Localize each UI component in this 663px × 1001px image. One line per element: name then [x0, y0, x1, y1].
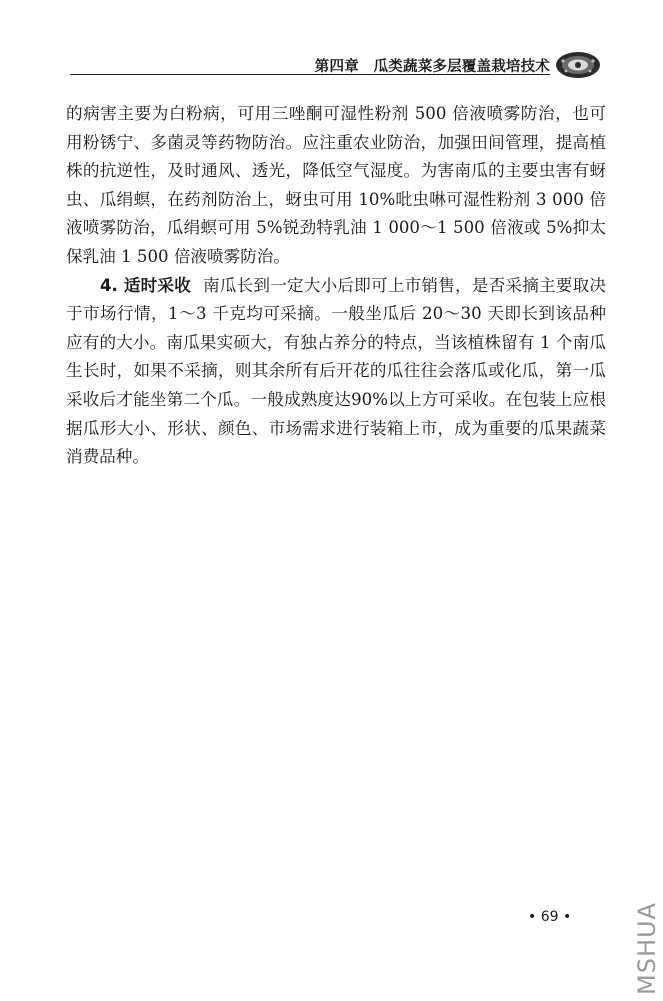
header-rule [70, 74, 550, 75]
watermark-text: MSHUA [633, 902, 661, 995]
watermark [632, 875, 662, 995]
decorative-medallion-icon [554, 50, 602, 80]
page-number: • 69 • [528, 909, 572, 925]
paragraph-harvest [66, 272, 606, 472]
paragraph-disease-control: 的病害主要为白粉病，可用三唑酮可湿性粉剂 500 倍液喷雾防治，也可用粉锈宁、多菌灵等药物防治。应注重农业防治，加强田间管理，提高植株的抗逆性，及时通风、透光，降低空气湿度。为害南瓜的主要虫害有蚜虫、瓜绢螟，在药剂防治上，蚜虫可用 10%吡虫啉可湿性粉剂 3 000 倍液喷雾防治，瓜绢螟可用 5%锐劲特乳油 1 000～1 500 倍液或 5%抑太保乳油 1 500 倍液喷雾防治。 [66, 104, 606, 266]
section-text: 南瓜长到一定大小后即可上市销售，是否采摘主要取决于市场行情，1～3 千克均可采摘。一般坐瓜后 20～30 天即长到该品种应有的大小。南瓜果实硕大，有独占养分的特点，当该植株留有 1 个南瓜生长时，如果不采摘，则其余所有后开花的瓜往往会落瓜或化瓜，第一瓜采收后才能坐第二个瓜。一般成熟度达90%以上方可采收。在包装上应根据瓜形大小、形状、颜色、市场需求进行装箱上市，成为重要的瓜果蔬菜消费品种。 [66, 275, 606, 467]
chapter-title: 第四章 瓜类蔬菜多层覆盖栽培技术 [314, 59, 550, 75]
running-header [70, 52, 602, 78]
section-heading: 4. 适时采收 [100, 275, 192, 295]
main-text [66, 100, 606, 472]
